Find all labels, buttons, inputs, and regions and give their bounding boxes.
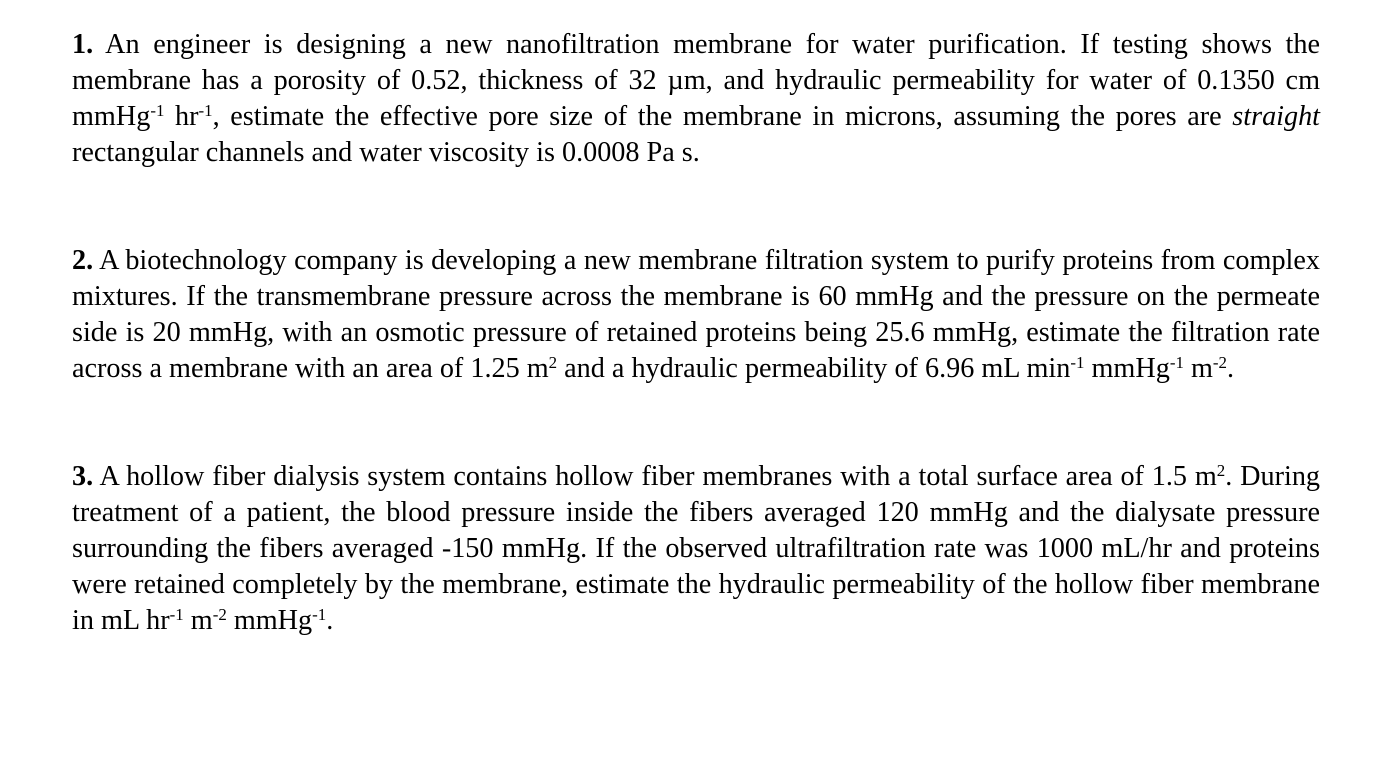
problem-1 <box>72 27 1320 171</box>
text-segment: . During treatment of a patient, the blood pressure inside the fibers averaged 120 mmHg and the dialysate pressure surrounding the fibers averaged -150 mmHg. If the observed ultrafiltration rate was 1000 mL/hr and proteins were retained completely by the membrane, estimate the hydraulic permeability of the hollow fiber membrane in mL hr <box>72 461 1321 636</box>
text-segment: A biotechnology company is developing a new membrane filtration system to purify proteins from complex mixtures. If the transmembrane pressure across the membrane is 60 mmHg and the pressure on the permeate side is 20 mmHg, with an osmotic pressure of retained proteins being 25.6 mmHg, estimate the filtration rate across a membrane with an area of 1.25 m <box>72 245 1320 384</box>
text-segment: mmHg <box>226 605 313 636</box>
text-segment: m <box>1183 353 1213 384</box>
text-segment: hr <box>164 101 199 132</box>
superscript: -1 <box>169 604 184 624</box>
superscript: -1 <box>198 100 213 120</box>
problem-number: 3. <box>72 461 94 492</box>
superscript: 2 <box>1216 460 1226 480</box>
superscript: -1 <box>312 604 327 624</box>
text-segment: and a hydraulic permeability of 6.96 mL min <box>557 353 1071 384</box>
superscript: -1 <box>1169 352 1184 372</box>
problem-2 <box>72 243 1320 387</box>
text-segment: m <box>183 605 213 636</box>
superscript: -2 <box>1212 352 1227 372</box>
superscript: -1 <box>150 100 165 120</box>
problem-number: 1. <box>72 29 94 60</box>
text-segment: A hollow fiber dialysis system contains hollow fiber membranes with a total surface area of 1.5 m <box>99 461 1217 492</box>
problem-sheet <box>72 27 1320 639</box>
text-segment: . <box>1226 353 1235 384</box>
text-segment: rectangular channels and water viscosity is 0.0008 Pa s. <box>72 137 700 168</box>
text-segment: , estimate the effective pore size of the membrane in microns, assuming the pores are <box>212 101 1233 132</box>
problem-3 <box>72 459 1320 639</box>
text-segment: . <box>326 605 334 636</box>
superscript: 2 <box>548 352 558 372</box>
superscript: -2 <box>212 604 227 624</box>
emphasis-text: straight <box>1232 101 1321 132</box>
text-segment: An engineer is designing a new nanofiltration membrane for water purification. If testing shows the membrane has a porosity of 0.52, thickness of 32 µm, and hydraulic permeability for water of 0.1350 cm mmHg <box>72 29 1320 132</box>
text-segment: mmHg <box>1084 353 1170 384</box>
superscript: -1 <box>1070 352 1085 372</box>
problem-number: 2. <box>72 245 94 276</box>
